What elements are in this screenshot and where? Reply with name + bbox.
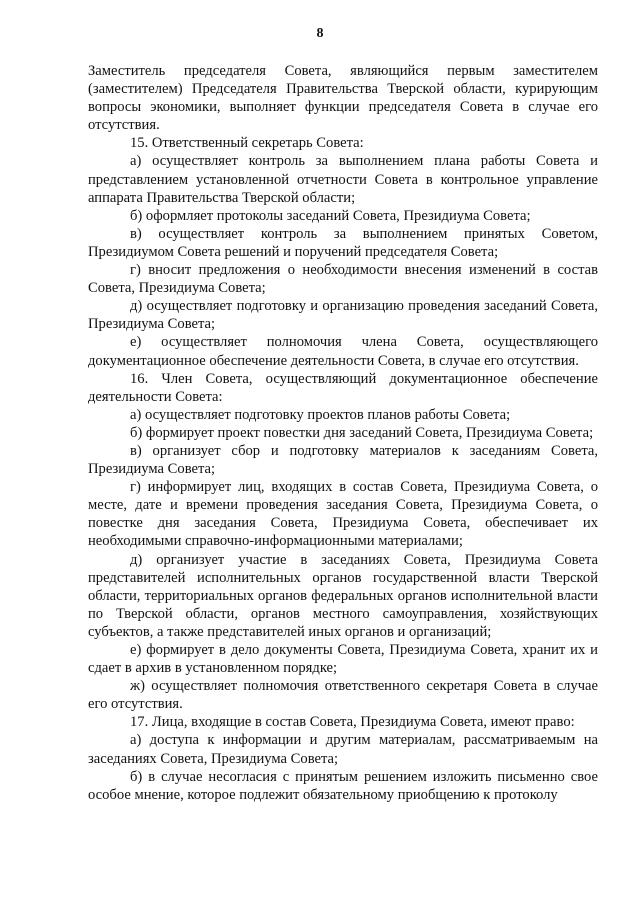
paragraph-15-e: е) осуществляет полномочия члена Совета, осуществляющего документационное обеспечение деятельности Совета, в случае его отсутствия. — [88, 334, 598, 369]
paragraph-16-a: а) осуществляет подготовку проектов планов работы Совета; — [130, 406, 511, 423]
paragraph-16-e: е) формирует в дело документы Совета, Президиума Совета, хранит их и сдает в архив в установленном порядке; — [88, 642, 598, 677]
document-body — [88, 62, 598, 804]
paragraph-section-16-heading: 16. Член Совета, осуществляющий документационное обеспечение деятельности Совета: — [88, 370, 598, 405]
paragraph-15-v: в) осуществляет контроль за выполнением принятых Советом, Президиумом Совета решений и поручений председателя Совета; — [88, 225, 598, 260]
paragraph-deputy-chairman: Заместитель председателя Совета, являющийся первым заместителем (заместителем) Председателя Правительства Тверской области, курирующим вопросы экономики, выполняет функции председателя Совета в случае его отсутствия. — [88, 63, 598, 134]
paragraph-16-b: б) формирует проект повестки дня заседаний Совета, Президиума Совета; — [130, 424, 594, 441]
paragraph-16-v: в) организует сбор и подготовку материалов к заседаниям Совета, Президиума Совета; — [88, 442, 598, 478]
paragraph-15-d: д) осуществляет подготовку и организацию проведения заседаний Совета, Президиума Совета; — [88, 298, 598, 333]
paragraph-17-a: а) доступа к информации и другим материалам, рассматриваемым на заседаниях Совета, Президиума Совета; — [88, 732, 598, 767]
paragraph-section-15-heading: 15. Ответственный секретарь Совета: — [130, 135, 364, 152]
paragraph-15-a: а) осуществляет контроль за выполнением плана работы Совета и представлением установленной отчетности Совета в контрольное управление аппарата Правительства Тверской области; — [88, 153, 598, 206]
paragraph-17-b: б) в случае несогласия с принятым решением изложить письменно свое особое мнение, которое подлежит обязательному приобщению к протоколу — [88, 768, 598, 803]
paragraph-16-d: д) организует участие в заседаниях Совета, Президиума Совета представителей исполнительных органов государственной власти Тверской области, территориальных органов федеральных органов исполнительной власти по Тверской области, органов местного самоуправления, хозяйствующих субъектов, а также представителей иных органов и организаций; — [88, 551, 598, 640]
paragraph-section-17-heading: 17. Лица, входящие в состав Совета, Президиума Совета, имеют право: — [130, 714, 575, 731]
paragraph-15-g: г) вносит предложения о необходимости внесения изменений в состав Совета, Президиума Совета; — [88, 262, 598, 297]
paragraph-15-b: б) оформляет протоколы заседаний Совета, Президиума Совета; — [130, 207, 531, 224]
page-number: 8 — [316, 26, 324, 41]
paragraph-16-zh: ж) осуществляет полномочия ответственного секретаря Совета в случае его отсутствия. — [88, 678, 598, 713]
paragraph-16-g: г) информирует лиц, входящих в состав Совета, Президиума Совета, о месте, дате и времени проведения заседания Совета, Президиума Совета, о повестке дня заседания Совета, Президиума Совета, обеспечивает их необходимыми справочно-информационными материалами; — [88, 479, 598, 550]
